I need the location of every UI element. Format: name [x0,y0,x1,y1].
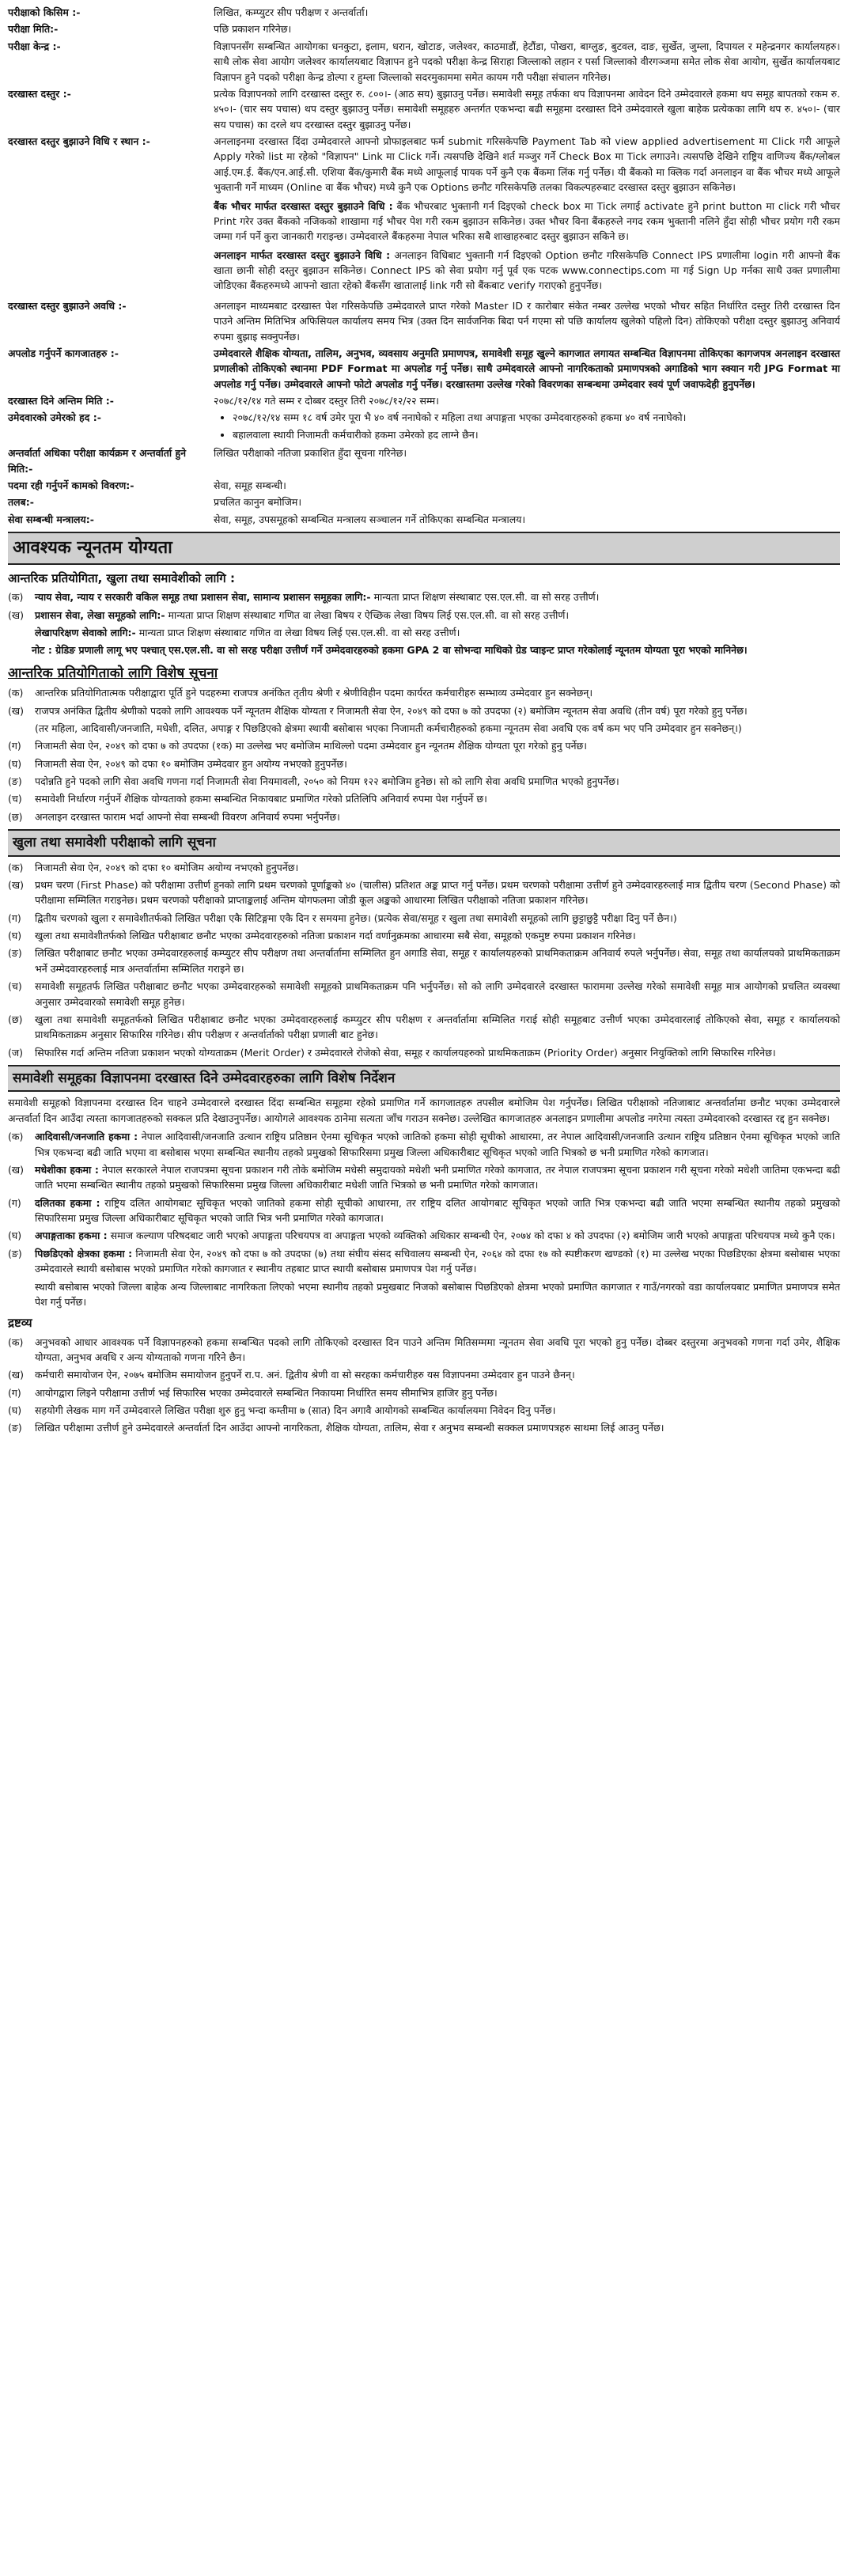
item-number: (घ) [8,930,22,942]
info-label: तलब:- [8,496,34,509]
open-inclusive-list [8,860,840,1061]
fee-payment-online-steps: अनलाइनमा दरखास्त दिंदा उम्मेदवारले आफ्नो प्रोफाइलबाट फर्म submit गरिसकेपछि Payment Tab को view applied advertisement मा Click गरी आफूले Apply गरेको list मा रहेको "विज्ञापन" Link मा Click गर्ने। त्यसपछि देखिने शर्त मञ्जुर गर्ने Check Box मा Tick लगाउने। त्यसपछि देखिने राष्ट्रिय वाणिज्य बैंक/ग्लोबल आई.एम.ई. बैंक/एन.आई.सी. एशिया बैंक/कुमारी बैंक मध्ये आफूलाई पायक पर्ने कुनै एक बैंकमा लिंक गर्नु पर्नेछ। यी बैंकको मा क्लिक गर्दा अनलाइन वा बैंक भौचर मध्ये आफूले भुक्तानी गर्ने माध्यम (Online वा बैंक भौचर) मध्ये कुनै एक Options छनौट गरिसकेपछि तलका विकल्पहरुबाट दरखास्त दस्तुर बुझाउन सकिनेछ। [214,135,840,194]
info-label: दरखास्त दिने अन्तिम मिति :- [8,395,114,407]
list-item [8,625,840,640]
open-inclusive-title: खुला तथा समावेशी परीक्षाको लागि सूचना [8,829,840,856]
age-limit-value [214,410,840,444]
list-item [8,1129,840,1160]
item-number: (ङ) [8,947,22,960]
item-number: (क) [8,687,24,699]
info-value: प्रचलित कानुन बमोजिम। [214,496,302,509]
list-item [8,1367,840,1382]
interview-info-section [8,445,840,527]
item-text: कर्मचारी समायोजन ऐन, २०७५ बमोजिम समायोजन हुनुपर्ने रा.प. अनं. द्वितीय श्रेणी वा सो सरहका कर्मचारीहरु यस विज्ञापनमा उम्मेदवार हुन पाउने छैनन्। [35,1369,575,1381]
notes-title: द्रष्टव्य [8,1316,32,1331]
item-text: लिखित परीक्षामा उत्तीर्ण हुने उम्मेदवारले अन्तर्वार्ता दिन आउँदा आफ्नो नागरिकता, शैक्षिक योग्यता, तालिम, सेवा र अनुभव सम्बन्धी सक्कल प्रमाणपत्रहरु साथमा लिई आउनु पर्नेछ। [35,1422,664,1434]
list-item [8,1279,840,1310]
internal-competition-title: आन्तरिक प्रतियोगिताको लागि विशेष सूचना [8,665,218,681]
list-item [8,1195,840,1226]
list-item [8,1420,840,1435]
item-number: (क) [8,1335,24,1348]
list-item [8,774,840,789]
list-item [8,928,840,943]
item-number: (ख) [8,878,24,891]
info-label: अपलोड गर्नुपर्ने कागजातहरु :- [8,347,119,359]
item-number: (ङ) [8,1247,22,1260]
list-item [8,1012,840,1043]
exam-info-section [8,5,840,132]
info-row [8,445,840,476]
info-value: सेवा, समूह सम्बन्धी। [214,479,286,491]
info-value: प्रत्येक विज्ञापनको लागि दरखास्त दस्तुर रु. ८००।- (आठ सय) बुझाउनु पर्नेछ। समावेशी समूह तर्फका थप विज्ञापनमा आवेदन दिने उम्मेदवारले हकमा थप समूह बापतको रकम रु. ४५०।- (चार सय पचास) थप दस्तुर बुझाउनु पर्नेछ। समावेशी समूहहरु अन्तर्गत एकभन्दा बढी समूहमा दरखास्त दिने उम्मेदवारले खुला बाहेक प्रत्येकका लागि थप रु. ४५०।- (चार सय पचास) का दरले थप दरखास्त दस्तुर बुझाउनु पर्नेछ। [214,87,840,131]
list-item [8,756,840,771]
info-label: दरखास्त दस्तुर बुझाउने अवधि :- [8,299,127,312]
item-text: लिखित परीक्षाबाट छनौट भएका उम्मेदवारहरुलाई कम्प्युटर सीप परीक्षण तथा अन्तर्वार्तामा सम्मिलित हुन अगाडि सेवा, समूह र कार्यालयहरुको प्राथमिकताक्रम अनिवार्य रुपले भर्नुपर्नेछ। सेवा, समूह तथा कार्यालयको प्राथमिकताक्रम भर्ने उम्मेदवारहरुलाई मात्र अन्तर्वार्तामा सम्मिलित गराइने छ। [35,947,840,975]
item-number: (च) [8,980,22,993]
info-row [8,39,840,85]
list-item [8,1385,840,1400]
item-number: (छ) [8,810,23,823]
age-limit-label: उमेदवारको उमेरको हद :- [8,411,101,424]
item-text: निजामती सेवा ऐन, २०४९ को दफा १० बमोजिम उम्मेदवार हुन अयोग्य नभएको हुनुपर्नेछ। [35,757,347,770]
item-number: (ङ) [8,775,22,788]
item-text: खुला तथा समावेशी समूहतर्फको लिखित परीक्षाबाट छनौट भएका उम्मेदवारहरुलाई कम्प्युटर सीप परीक्षण र अन्तर्वार्तामा सम्मिलित गराई सोही समूहबाट उत्तीर्ण भएका उम्मेदवारलाई तोकिएको सेवा, समूह र कार्यालयको प्राथमिकताक्रम अनुसार सिफारिस गरिनेछ। सीप परीक्षण र अन्तर्वार्ताको परीक्षा प्रणाली बाट हुनेछ। [35,1013,840,1041]
info-value: अनलाइन माध्यमबाट दरखास्त पेश गरिसकेपछि उम्मेदवारले प्राप्त गरेको Master ID र कारोबार संकेत नम्बर उल्लेख भएको भौचर सहित निर्धारित दस्तुर तिरी दरखास्त दिन पाउने अन्तिम मितिभित्र अफिसियल कार्यालय समय भित्र (उक्त दिन सार्वजनिक बिदा पर्न गएमा सो पछि कार्यालय खुलेको पहिलो दिन) तोकिएको परीक्षा दस्तुर बुझाउनु अनिवार्य रुपमा बुझाइ सक्नुपर्नेछ। [214,299,840,343]
list-item [8,1246,840,1277]
item-text: निजामती सेवा ऐन, २०४९ को दफा ७ को उपदफा (१क) मा उल्लेख भए बमोजिम माथिल्लो पदमा उम्मेदवार हुन न्यूनतम शैक्षिक योग्यता पूरा गरेको हुनु पर्नेछ। [35,740,588,752]
fee-payment-value [214,134,840,297]
info-row [8,21,840,36]
item-text: आयोगद्वारा लिइने परीक्षामा उत्तीर्ण भई सिफारिस भएका उम्मेदवारले सम्बन्धित निकायमा निर्धारित समय सीमाभित्र हाजिर हुनु पर्नेछ। [35,1386,498,1399]
item-body: नेपाल सरकारले नेपाल राजपत्रमा सूचना प्रकाशन गरी तोके बमोजिम मधेसी समुदायको मधेशी भनी प्रमाणित गरेको कागजात, तर नेपाल राजपत्रमा सूचना प्रकाशन गरी सूचना गरेको मधेशी जातिमा एकभन्दा बढी जाति भएमा सम्बन्धित स्थानीय तहको प्रमुखको सिफारिसमा प्रमुख जिल्ला अधिकारीबाट मधेशी जाति भित्रको छ भनी प्रमाणित गरेको कागजात। [35,1163,841,1191]
info-row [8,86,840,132]
list-item [8,860,840,875]
info-label: परीक्षाको किसिम :- [8,6,81,18]
item-text: अनुभवको आधार आवश्यक पर्ने विज्ञापनहरुको हकमा सम्बन्धित पदको लागि तोकिएको दरखास्त दिन पाउने अन्तिम मितिसम्ममा न्यूनतम सेवा अवधि पूरा भएको हुनु पर्नेछ। दोब्बर दस्तुरमा अनुभवको गणना गर्दा उमेर, शैक्षिक योग्यता, अनुभव अवधि र अन्य योग्यताको गणना गरिने छैन। [35,1335,840,1363]
item-number: (क) [8,861,24,873]
info-value: लिखित परीक्षाको नतिजा प्रकाशित हुँदा सूचना गरिनेछ। [214,447,407,460]
item-text [35,1162,840,1193]
grading-note: नोट : ग्रेडिङ प्रणाली लागू भए पश्चात् एस.एल.सी. वा सो सरह परीक्षा उत्तीर्ण गर्ने उम्मेदवारहरुको हकमा GPA 2 वा सोभन्दा माथिको ग्रेड प्वाइन्ट प्राप्त गरेकोलाई न्यूनतम योग्यता पूरा भएको मानिनेछ। [32,644,748,657]
info-value: सेवा, समूह, उपसमूहको सम्बन्धित मन्त्रालय सञ्चालन गर्ने तोकिएका सम्बन्धित मन्त्रालय। [214,513,526,525]
age-limit-item: • बहालवाला स्थायी निजामती कर्मचारीको हकमा उमेरको हद लाग्ने छैन। [233,427,840,442]
item-number [8,1279,35,1310]
notes-list [8,1335,840,1436]
list-item [8,809,840,824]
voucher-method-text: बैंक भौचरबाट भुक्तानी गर्न दिइएको check box मा Tick लगाई activate हुने print button मा click गरी भौचर Print गरेर उक्त बैंकको नजिकको शाखामा गई भौचर पेश गरी रकम बुझाउन सकिनेछ। उक्त भौचर विना बैंकहरुले नगद रकम भुक्तानी नलिने हुँदा सोही भौचर प्रयोग गरी रकम जम्मा गर्न पर्ने कुरा जानकारी गराइन्छ। उम्मेदवारले बैंकहरुमा नेपाल भरिका सबै शाखाहरुबाट दस्तुर बुझाउन सकिने छ। [214,199,840,243]
min-qualification-subhead: आन्तरिक प्रतियोगिता, खुला तथा समावेशीको लागि : [8,571,235,586]
info-row [8,494,840,510]
item-text: खुला तथा समावेशीतर्फको लिखित परीक्षाबाट छनौट भएका उम्मेदवारहरुको नतिजा प्रकाशन गर्दा वर्णानुक्रमका आधारमा सबै सेवा, समूहको एकमुष्ट रुपमा प्रकाशन गरिनेछ। [35,930,636,942]
item-body: निजामती सेवा ऐन, २०४९ को दफा ७ को उपदफा (७) तथा संघीय संसद सचिवालय सम्बन्धी ऐन, २०६४ को दफा १७ को स्पष्टीकरण खण्डको (१) मा उल्लेख भएका पिछडिएका क्षेत्रमा बसोबास भएका उम्मेदवारले स्थायी बसोबास भएको प्रमाणित गरेको कागजात र स्थानीय तहबाट प्राप्त स्थायी बसोबास प्रमाणपत्र पेश गर्नु पर्नेछ। [35,1247,840,1275]
internal-competition-list [8,685,840,824]
item-text [35,1228,840,1243]
item-heading: मधेशीका हकमा : [35,1163,99,1176]
inclusive-intro: समावेशी समूहको विज्ञापनमा दरखास्त दिन चाहने उम्मेदवारले दरखास्त दिंदा सम्बन्धित समूहमा रहेको प्रमाणित गर्ने कागजातहरु तपसील बमोजिम पेश गर्नुपर्नेछ। लिखित परीक्षाको नतिजाबाट अन्तर्वार्तामा छनौट भएका उम्मेदवारले अन्तर्वार्ता दिन आउँदा त्यस्ता कागजातहरुको सक्कल प्रति देखाउनुपर्नेछ। आयोगले आवश्यक ठानेमा सत्यता जाँच गराउन सक्नेछ। उल्लेखित कागजातहरु अनलाइन प्रणालीमा अपलोड नगरेमा त्यस्ता उम्मेदवारको दरखास्त रद्द हुन सक्नेछ। [8,1097,840,1124]
item-number: (घ) [8,1404,22,1416]
fee-payment-online [214,248,840,294]
item-number [8,721,35,736]
item-text: पदोन्नति हुने पदको लागि सेवा अवधि गणना गर्दा निजामती सेवा नियमावली, २०५० को नियम १२२ बमोजिम हुनेछ। सो को लागि सेवा अवधि प्रमाणित भएको हुनुपर्नेछ। [35,775,619,788]
info-value: लिखित, कम्प्युटर सीप परीक्षण र अन्तर्वार्ता। [214,6,369,18]
item-heading: लेखापरिक्षण सेवाको लागि:- [35,627,136,639]
age-limit-row [8,410,840,444]
item-text [35,625,840,640]
min-qualification-title: आवश्यक न्यूनतम योग्यता [8,532,840,565]
item-text: सहयोगी लेखक माग गर्ने उम्मेदवारले लिखित परीक्षा शुरु हुनु भन्दा कम्तीमा ७ (सात) दिन अगावै आयोगको सम्बन्धित कार्यालयमा निवेदन दिनु पर्नेछ। [35,1404,556,1416]
item-text: सिफारिस गर्दा अन्तिम नतिजा प्रकाशन भएको योग्यताक्रम (Merit Order) र उम्मेदवारले रोजेको सेवा, समूह र कार्यालयहरुको प्राथमिकताक्रम (Priority Order) अनुसार नियुक्तिको लागि सिफारिस गरिनेछ। [35,1046,776,1059]
item-text: निजामती सेवा ऐन, २०४९ को दफा १० बमोजिम अयोग्य नभएको हुनुपर्नेछ। [35,861,299,873]
item-number: (ग) [8,1196,21,1209]
list-item [8,703,840,718]
list-item [8,738,840,753]
item-body: मान्यता प्राप्त शिक्षण संस्थाबाट गणित वा लेखा बिषय र ऐच्छिक लेखा विषय लिई एस.एल.सी. वा सो सरह उत्तीर्ण। [165,608,570,621]
info-label: परीक्षा मिति:- [8,23,59,36]
item-text: अनलाइन दरखास्त फाराम भर्दा आफ्नो सेवा सम्बन्धी विवरण अनिवार्य रुपमा भर्नुपर्नेछ। [35,810,340,823]
list-item [8,589,840,604]
item-text [35,1129,840,1160]
info-label: पदमा रही गर्नुपर्ने कामको विवरण:- [8,479,134,491]
item-heading: पिछडिएको क्षेत्रका हकमा : [35,1247,133,1260]
item-number: (क) [8,591,24,604]
item-number: (छ) [8,1013,23,1025]
list-item [8,791,840,806]
min-qualification-list [8,589,840,640]
list-item [8,979,840,1010]
info-row [8,512,840,527]
fee-payment-label: दरखास्त दस्तुर बुझाउने विधि र स्थान :- [8,135,150,147]
item-heading: प्रशासन सेवा, लेखा समूहको लागि:- [35,608,165,621]
item-number: (ख) [8,1369,24,1381]
item-body: समाज कल्याण परिषदबाट जारी भएको अपाङ्गता परिचयपत्र वा अपाङ्गता भएको व्यक्तिको अधिकार सम्बन्धी ऐन, २०७४ को दफा ४ को उपदफा (२) बमोजिम जारी भएको अपाङ्गता परिचयपत्र मध्ये कुनै एक। [107,1229,835,1242]
item-body: मान्यता प्राप्त शिक्षण संस्थाबाट गणित वा लेखा विषय लिई एस.एल.सी. वा सो सरह उत्तीर्ण। [135,627,460,639]
item-number: (ङ) [8,1422,22,1434]
info-row [8,298,840,344]
info-label: दरखास्त दस्तुर :- [8,87,71,100]
item-text [35,589,840,604]
item-text: प्रथम चरण (First Phase) को परीक्षामा उत्तीर्ण हुनको लागि प्रथम चरणको पूर्णाङ्कको ४० (चालीस) प्रतिशत अङ्क प्राप्त गर्नु पर्नेछ। प्रथम चरणको परीक्षामा उत्तीर्ण हुने उम्मेदवारहरुलाई मात्र द्वितीय चरण (Second Phase) को परीक्षामा सम्मिलित गराइनेछ। प्रथम चरणको परीक्षाको प्राप्ताङ्कलाई अन्तिम योगफलमा जोडी कूल अङ्कको आधारमा लिखित परीक्षाको नतिजा प्रकाशन गरिनेछ। [35,878,840,907]
item-number: (ज) [8,1046,24,1059]
item-heading: न्याय सेवा, न्याय र सरकारी वकिल समूह तथा प्रशासन सेवा, सामान्य प्रशासन समूहका लागि:- [35,591,371,604]
list-item [8,1162,840,1193]
info-row [8,393,840,408]
item-text [35,1195,840,1226]
item-text: द्वितीय चरणको खुला र समावेशीतर्फको लिखित परीक्षा एकै सिटिङ्गमा एकै दिन र समयमा हुनेछ। (प्रत्येक सेवा/समूह र खुला तथा समावेशी समूहको लागि छुट्टाछुट्टै परीक्षा दिनु पर्ने छैन।) [35,911,677,924]
deadline-info-section [8,298,840,409]
item-text: समावेशी समूहतर्फ लिखित परीक्षाबाट छनौट भएका उम्मेदवारहरुको समावेशी समूहको प्राथमिकताक्रम पनि भर्नुपर्नेछ। सो को लागि उम्मेदवारले दरखास्त फाराममा उल्लेख गरेको समावेशी समूह मात्र आयोगको प्रचलित व्यवस्था अनुसार उम्मेदवारको समावेशी समूह हुनेछ। [35,980,840,1008]
item-text [35,1279,840,1310]
item-number: (च) [8,793,22,805]
list-item [8,1228,840,1243]
fee-payment-voucher [214,199,840,244]
info-label: परीक्षा केन्द्र :- [8,40,61,52]
list-item [8,608,840,623]
item-number [8,625,35,640]
item-number: (ख) [8,1163,24,1176]
item-number: (ग) [8,740,21,752]
item-text: राजपत्र अनंकित द्वितीय श्रेणीको पदको लागि आवश्यक पर्ने न्यूनतम शैक्षिक योग्यता र निजामती सेवा ऐन, २०४९ को दफा ७ को उपदफा (२) बमोजिम न्यूनतम सेवा अवधि (तीन वर्ष) पूरा गरेको हुनु पर्नेछ। [35,704,748,717]
voucher-method-heading: बैंक भौचर मार्फत दरखास्त दस्तुर बुझाउने विधि : [214,199,393,212]
online-method-text: अनलाइन विधिबाट भुक्तानी गर्न दिइएको Option छनौट गरिसकेपछि Connect IPS प्रणालीमा login गरी आफ्नो बैंक खाता छानी सोही दस्तुर बुझाउन सकिनेछ। Connect IPS को सेवा प्रयोग गर्नु पूर्व एक पटक www.connectips.com मा गई Sign Up गर्नका साथै उक्त प्रणालीमा जोडिएका बैंकहरुमध्ये आफ्नो खाता रहेको बैंकसँग खातालाई link गरी सो बैंकबाट verify गराएको हुनुपर्नेछ। [214,248,840,292]
info-value: उम्मेदवारले शैक्षिक योग्यता, तालिम, अनुभव, व्यवसाय अनुमति प्रमाणपत्र, समावेशी समूह खुल्ने कागजात लगायत सम्बन्धित विज्ञापनमा तोकिएका कागजपत्र अनलाइन दरखास्त प्रणालीको तोकिएको स्थानमा PDF Format मा अपलोड गर्नु पर्नेछ। साथै उम्मेदवारले आफ्नो नागरिकताको प्रमाणपत्रको अगाडिको भाग स्क्यान गरी JPG Format मा अपलोड गर्नु पर्नेछ। उम्मेदवारले आफ्नो फोटो अपलोड गर्नु पर्नेछ। दरखास्तमा उल्लेख गरेको विवरणका सम्बन्धमा उम्मेदवार स्वयं पूर्ण जवाफदेही हुनुपर्नेछ। [214,347,840,390]
item-text [35,1246,840,1277]
info-row [8,5,840,20]
item-number: (ख) [8,608,24,621]
item-text: (तर महिला, आदिवासी/जनजाति, मधेशी, दलित, अपाङ्ग र पिछडिएको क्षेत्रमा स्थायी बसोबास भएका निजामती कर्मचारीहरुको हकमा न्यूनतम सेवा अवधि एक वर्ष कम भए पनि उम्मेदवार हुन सक्नेछन्।) [35,722,742,734]
info-label: सेवा सम्बन्धी मन्त्रालय:- [8,513,94,525]
online-method-heading: अनलाइन मार्फत दरखास्त दस्तुर बुझाउने विधि : [214,248,391,261]
item-body: मान्यता प्राप्त शिक्षण संस्थाबाट एस.एल.सी. वा सो सरह उत्तीर्ण। [370,591,600,604]
list-item [8,721,840,736]
item-number: (क) [8,1131,24,1143]
item-heading: आदिवासी/जनजाति हकमा : [35,1131,138,1143]
list-item [8,945,840,976]
list-item [8,1335,840,1366]
item-body: राष्ट्रिय दलित आयोगबाट सूचिकृत भएको जातिको हकमा सोही सूचीको आधारमा, तर राष्ट्रिय दलित आयोगबाट सूचिकृत भएको जाति भित्र एकभन्दा बढी जाति भएमा सम्बन्धित स्थानीय तहको प्रमुखको सिफारिसमा प्रमुख जिल्ला अधिकारीबाट सूचिकृत भएको जाति भित्र भनी प्रमाणित गरेको कागजात। [35,1196,840,1224]
list-item [8,877,840,908]
list-item [8,685,840,700]
list-item [8,1403,840,1418]
item-text: आन्तरिक प्रतियोगितात्मक परीक्षाद्वारा पूर्ति हुने पदहरुमा राजपत्र अनंकित तृतीय श्रेणी र श्रेणीविहीन पदमा कार्यरत कर्मचारीहरु सम्भाव्य उम्मेदवार हुन सक्नेछन्। [35,687,593,699]
item-number: (ख) [8,704,24,717]
age-limit-item: • २०७८/१२/१४ सम्म १८ वर्ष उमेर पूरा भै ४० वर्ष ननाघेको र महिला तथा अपाङ्गता भएका उम्मेदवारहरुको हकमा ४० वर्ष ननाघेको। [233,410,840,425]
item-heading: अपाङ्गताका हकमा : [35,1229,108,1242]
list-item [8,911,840,926]
info-value: पछि प्रकाशन गरिनेछ। [214,23,292,36]
info-label: अन्तर्वार्ता अधिका परीक्षा कार्यक्रम र अन्तर्वार्ता हुने मिति:- [8,447,187,475]
item-body: स्थायी बसोबास भएको जिल्ला बाहेक अन्य जिल्लाबाट नागरिकता लिएको भएमा स्थानीय तहको प्रमुखबाट निजको बसोबास पिछडिएको क्षेत्रमा भएको प्रमाणित कागजात र गाउँ/नगरको वडा कार्यालयबाट प्रमाणित प्रमाणपत्र समेत पेश गर्नु पर्नेछ। [35,1280,840,1308]
item-number: (ग) [8,1386,21,1399]
item-body: नेपाल आदिवासी/जनजाति उत्थान राष्ट्रिय प्रतिष्ठान ऐनमा सूचिकृत भएको जातिको हकमा सोही सूचीको आधारमा, तर नेपाल आदिवासी/जनजाति उत्थान राष्ट्रिय प्रतिष्ठान ऐनमा सूचिकृत भएको जाति भित्र एकभन्दा बढी जाति भएमा वा बसोबास भएमा सम्बन्धित स्थानीय तहको प्रमुखको सिफारिसमा प्रमुख जिल्ला अधिकारीबाट सूचिकृत भएको जाति भित्रको छ भनी प्रमाणित गरेको कागजात। [35,1131,840,1158]
fee-payment-row [8,134,840,297]
item-number: (घ) [8,1229,22,1242]
info-row [8,478,840,493]
item-text: समावेशी निर्धारण गर्नुपर्ने शैक्षिक योग्यताको हकमा सम्बन्धित निकायबाट प्रमाणित गरेको प्रतिलिपि अनिवार्य रुपमा पेश गर्नुपर्ने छ। [35,793,487,805]
list-item [8,1045,840,1060]
info-value: २०७८/१२/१४ गते सम्म र दोब्बर दस्तुर तिरी २०७८/१२/२२ सम्म। [214,395,439,407]
info-row [8,346,840,392]
info-value: विज्ञापनसँग सम्बन्धित आयोगका धनकुटा, इलाम, धरान, खोटाङ, जलेश्वर, काठमाडौं, हेटौंडा, पोखरा, बाग्लुङ, बुटवल, दाङ, सुर्खेत, जुम्ला, दिपायल र महेन्द्रनगर कार्यालयहरु। साथै लोक सेवा आयोग जलेश्वर कार्यालयबाट विज्ञापन हुने पदको परीक्षा केन्द्र सिराहा जिल्लाको लहान र पर्सा जिल्लाको वीरगञ्जमा समेत लोक सेवा आयोग, सुर्खेत कार्यालयबाट विज्ञापन हुने पदको परीक्षा केन्द्र डोल्पा र हुम्ला जिल्लाको सदरमुकाममा समेत कायम गरी परीक्षा संचालन गरिनेछ। [214,40,840,83]
inclusive-instructions-title: समावेशी समूहका विज्ञापनमा दरखास्त दिने उम्मेदवारहरुका लागि विशेष निर्देशन [8,1065,840,1092]
item-text [35,608,840,623]
age-limit-list [214,410,840,442]
item-number: (घ) [8,757,22,770]
item-number: (ग) [8,911,21,924]
item-heading: दलितका हकमा : [35,1196,100,1209]
inclusive-instructions-list [8,1129,840,1309]
